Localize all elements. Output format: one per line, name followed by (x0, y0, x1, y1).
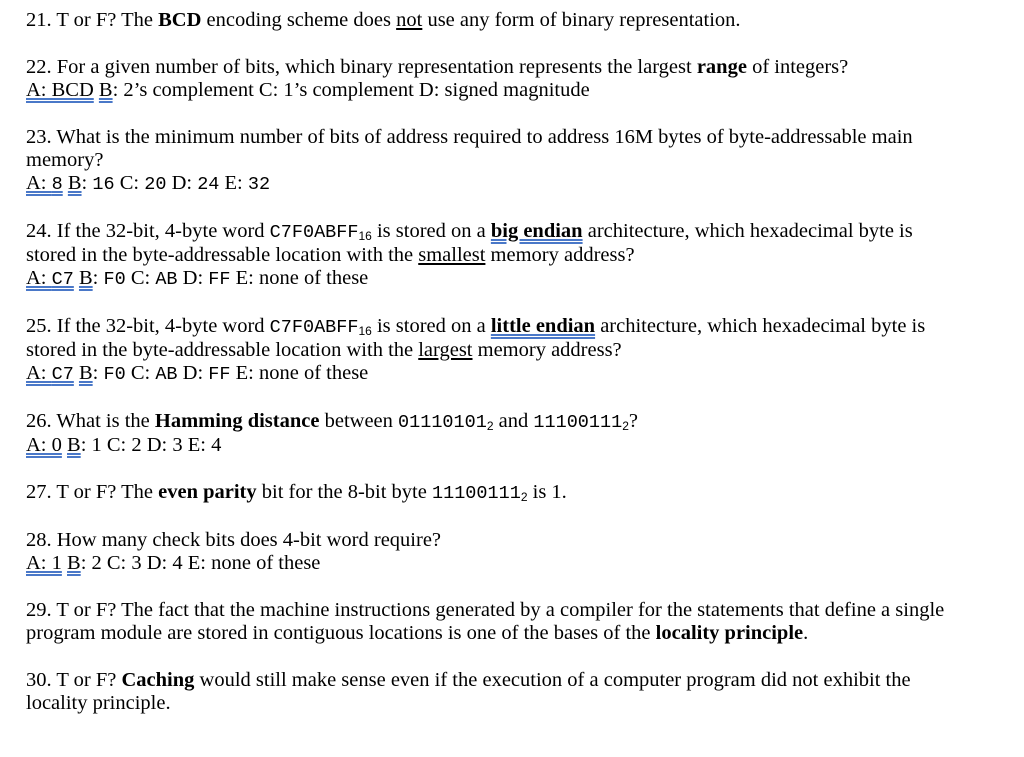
answer-options: A: 0 B: 1 C: 2 D: 3 E: 4 (26, 434, 222, 456)
question-24: 24. If the 32-bit, 4-byte word $C7F0ABFF_{16}$ is stored on a big endian architecture, which hexadecimal byte is stored in the byte-addressable location with the smallest memory address? A: C7 B: F0 C: AB D: FF E: none of these (26, 220, 1004, 291)
answer-options: A: C7 B: F0 C: AB D: FF E: none of these (26, 267, 369, 290)
question-number: 21. (26, 9, 52, 31)
question-23: 23. What is the minimum number of bits of address required to address 16M bytes of byte-addressable main memory? A: 8 B: 16 C: 20 D: 24 E: 32 (26, 126, 1004, 196)
question-number: 30. (26, 669, 52, 691)
question-number: 25. (26, 315, 52, 337)
question-number: 27. (26, 481, 52, 503)
question-21: 21. T or F? The BCD encoding scheme does not use any form of binary representation. (26, 9, 741, 31)
question-27: 27. T or F? The even parity bit for the 8-bit byte $11100111_2$ is 1. (26, 481, 567, 504)
question-number: 22. (26, 56, 52, 78)
answer-options: A: 1 B: 2 C: 3 D: 4 E: none of these (26, 552, 321, 574)
question-number: 28. (26, 529, 52, 551)
question-26: 26. What is the Hamming distance between $01110101_2$ and $11100111_2$? A: 0 B: 1 C: 2 D: 3 E: 4 (26, 410, 1004, 457)
question-29: 29. T or F? The fact that the machine instructions generated by a compiler for the statements that define a single program module are stored in contiguous locations is one of the bases of the locality principle. (26, 599, 945, 644)
answer-options: A: C7 B: F0 C: AB D: FF E: none of these (26, 362, 369, 385)
question-22: 22. For a given number of bits, which binary representation represents the largest range of integers? A: BCD B: 2’s complement C: 1’s complement D: signed magnitude (26, 56, 1004, 102)
question-28: 28. How many check bits does 4-bit word require? A: 1 B: 2 C: 3 D: 4 E: none of these (26, 529, 1004, 575)
question-number: 23. (26, 126, 52, 148)
question-30: 30. T or F? Caching would still make sense even if the execution of a computer program did not exhibit the locality principle. (26, 669, 911, 714)
question-25: 25. If the 32-bit, 4-byte word $C7F0ABFF_{16}$ is stored on a little endian architecture, which hexadecimal byte is stored in the byte-addressable location with the largest memory address? A: C7 B: F0 C: AB D: FF E: none of these (26, 315, 1004, 386)
answer-options: A: 8 B: 16 C: 20 D: 24 E: 32 (26, 172, 271, 195)
answer-options: A: BCD B: 2’s complement C: 1’s complement D: signed magnitude (26, 79, 590, 101)
question-number: 29. (26, 599, 52, 621)
question-number: 26. (26, 410, 52, 432)
question-number: 24. (26, 220, 52, 242)
